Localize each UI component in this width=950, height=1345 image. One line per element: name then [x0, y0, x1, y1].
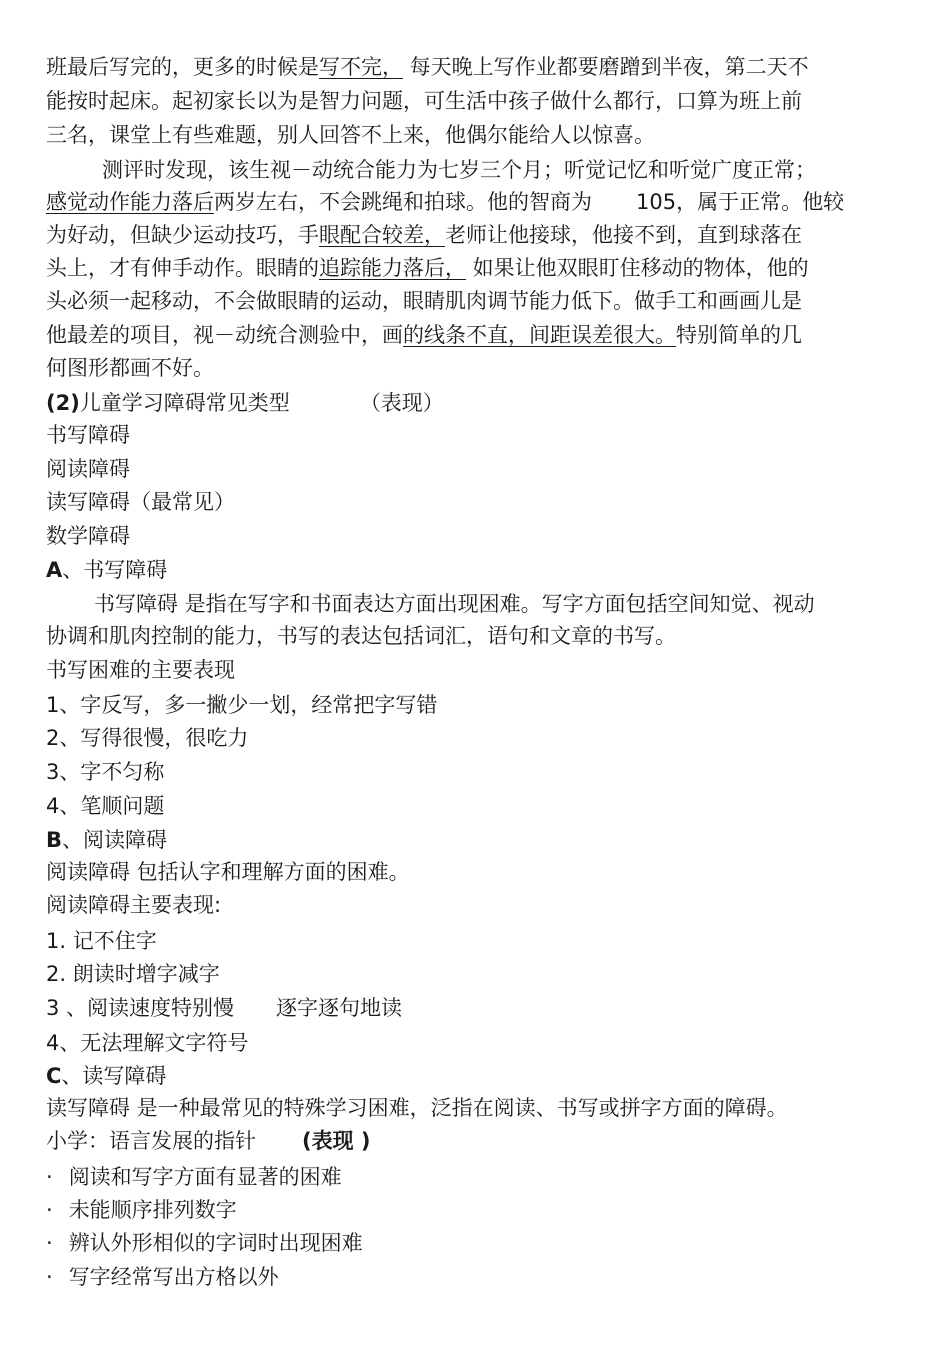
sectionC-subheading — [46, 1126, 371, 1156]
case-p2-line-4 — [46, 253, 809, 283]
section2-heading — [46, 388, 444, 418]
underlined-text: 眼配合较差， — [319, 223, 445, 247]
text: 未能顺序排列数字 — [68, 1198, 237, 1222]
section-title: 、书写障碍 — [62, 558, 168, 582]
text: 老师让他接球，他接不到，直到球落在 — [445, 223, 802, 247]
type-item: 数学障碍 — [46, 524, 130, 548]
text: 两岁左右，不会跳绳和拍球。他的智商为 — [214, 190, 592, 214]
term: 书写障碍 — [94, 592, 178, 616]
bullet-item — [46, 1162, 342, 1192]
section-letter: C — [46, 1064, 62, 1088]
list-item: 4、笔顺问题 — [46, 794, 165, 818]
case-line-1 — [46, 52, 809, 82]
text: 为好动，但缺少运动技巧，手 — [46, 223, 319, 247]
sectionA-subheading: 书写困难的主要表现 — [46, 658, 235, 682]
case-line-3: 三名，课堂上有些难题，别人回答不上来，他偶尔能给人以惊喜。 — [46, 123, 655, 147]
case-p2-line-2 — [46, 187, 844, 217]
section-title: 儿童学习障碍常见类型 — [79, 391, 290, 415]
underlined-text: 感觉动作能力落后 — [46, 190, 214, 214]
sectionB-def — [46, 857, 410, 887]
type-item: 阅读障碍 — [46, 457, 130, 481]
bullet-icon: · — [46, 1265, 53, 1289]
sectionC-heading — [46, 1061, 166, 1091]
case-p2-line-3 — [46, 220, 802, 250]
section-title: 、读写障碍 — [61, 1064, 167, 1088]
text: 辨认外形相似的字词时出现困难 — [68, 1231, 363, 1255]
text: 3 、阅读速度特别慢 — [46, 996, 235, 1020]
section-title: 、阅读障碍 — [62, 828, 168, 852]
underlined-text: 写不完， — [319, 55, 403, 79]
list-item: 2、写得很慢，很吃力 — [46, 726, 249, 750]
type-item: 书写障碍 — [46, 423, 130, 447]
bullet-icon: · — [46, 1165, 53, 1189]
underlined-text: 追踪能力落后， — [319, 256, 466, 280]
list-item: 3、字不匀称 — [46, 760, 165, 784]
text: 是一种最常见的特殊学习困难，泛指在阅读、书写或拼字方面的障碍。 — [130, 1096, 788, 1120]
list-item — [46, 993, 402, 1023]
bullet-item — [46, 1262, 279, 1292]
text: 小学：语言发展的指针 — [46, 1129, 256, 1153]
case-p2-line-1: 测评时发现，该生视－动统合能力为七岁三个月；听觉记忆和听觉广度正常； — [102, 158, 816, 182]
list-item: 4、无法理解文字符号 — [46, 1031, 249, 1055]
list-item: 2. 朗读时增字减字 — [46, 962, 220, 986]
term: 阅读障碍 — [46, 860, 130, 884]
underlined-text: 的线条不直，间距误差很大。 — [403, 323, 676, 347]
case-p2-line-7: 何图形都画不好。 — [46, 356, 214, 380]
type-item: 读写障碍（最常见） — [46, 490, 235, 514]
case-p2-line-6 — [46, 320, 802, 350]
text: 头上，才有伸手动作。眼睛的 — [46, 256, 319, 280]
case-p2-line-5: 头必须一起移动，不会做眼睛的运动，眼睛肌肉调节能力低下。做手工和画画儿是 — [46, 289, 802, 313]
bullet-item — [46, 1228, 363, 1258]
text: 阅读和写字方面有显著的困难 — [68, 1165, 342, 1189]
bullet-item — [46, 1195, 237, 1225]
text: 105，属于正常。他较 — [636, 190, 845, 214]
text: 逐字逐句地读 — [276, 996, 403, 1020]
text: 特别简单的几 — [676, 323, 802, 347]
case-line-2: 能按时起床。起初家长以为是智力问题，可生活中孩子做什么都行，口算为班上前 — [46, 89, 802, 113]
text: 包括认字和理解方面的困难。 — [130, 860, 410, 884]
sectionA-def-line-1 — [94, 589, 815, 619]
term: 读写障碍 — [46, 1096, 130, 1120]
list-item: 1. 记不住字 — [46, 929, 157, 953]
text: 写字经常写出方格以外 — [68, 1265, 279, 1289]
bullet-icon: · — [46, 1198, 53, 1222]
text: (表现 ) — [302, 1129, 371, 1153]
sectionA-heading — [46, 555, 167, 585]
section-note: （表现） — [359, 391, 444, 415]
sectionB-heading — [46, 825, 167, 855]
sectionA-def-line-2: 协调和肌肉控制的能力，书写的表达包括词汇，语句和文章的书写。 — [46, 624, 676, 648]
text: 每天晚上写作业都要磨蹭到半夜，第二天不 — [403, 55, 809, 79]
section-letter: A — [46, 558, 63, 582]
bullet-icon: · — [46, 1231, 53, 1255]
list-item: 1、字反写，多一撇少一划，经常把字写错 — [46, 693, 438, 717]
text: 是指在写字和书面表达方面出现困难。写字方面包括空间知觉、视动 — [178, 592, 815, 616]
sectionB-subheading: 阅读障碍主要表现: — [46, 893, 222, 917]
text: 如果让他双眼盯住移动的物体，他的 — [466, 256, 809, 280]
section-letter: B — [46, 828, 63, 852]
section-number: (2) — [46, 391, 80, 415]
sectionC-def — [46, 1093, 788, 1123]
text: 班最后写完的，更多的时候是 — [46, 55, 319, 79]
text: 他最差的项目，视－动统合测验中，画 — [46, 323, 403, 347]
